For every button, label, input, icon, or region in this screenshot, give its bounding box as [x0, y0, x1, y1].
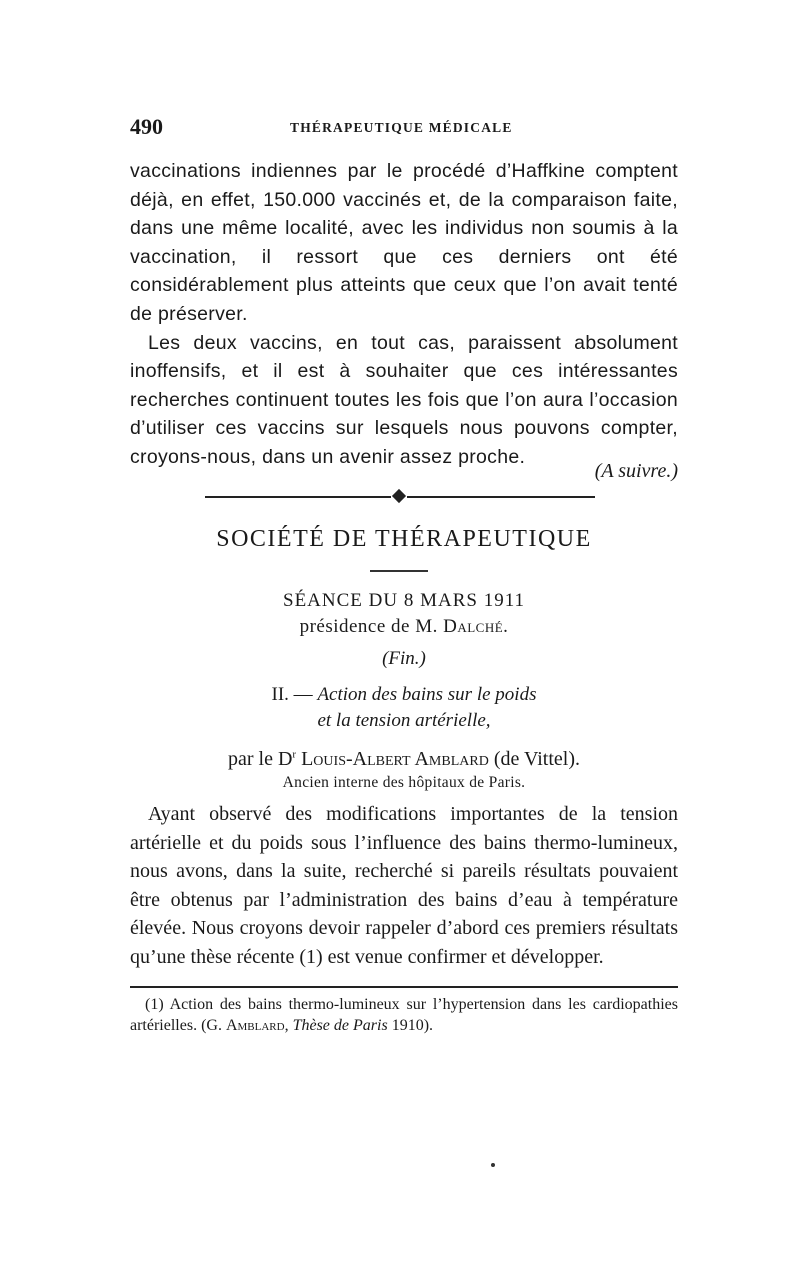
footnote-year: 1910). — [391, 1017, 434, 1034]
footnote-author: Amblard — [225, 1017, 285, 1034]
page-number: 490 — [130, 114, 163, 139]
footnote-rule — [130, 986, 678, 988]
society-title: SOCIÉTÉ DE THÉRAPEUTIQUE — [216, 526, 592, 552]
paragraph-vaccins: Les deux vaccins, en tout cas, paraissent absolument inoffensifs, et il est à souhaiter que ces intéressantes recherches continuent toutes les fois que l’on aura l’occasion d’utiliser ces vaccins sur lesquels nous pouvons compter, croyons-nous, dans un avenir assez proche. — [130, 331, 678, 468]
divider-line-right — [407, 496, 595, 498]
article-title-line-1 — [130, 684, 678, 706]
to-be-continued: (A suivre.) — [594, 460, 678, 482]
author-line — [130, 748, 678, 771]
article-paragraph: Ayant observé des modifications importantes de la tension artérielle et du poids sous l’influence des bains thermo-lumineux, nous avons, dans la suite, recherché si pareils résultats pouvaient être obtenus par l’administration des bains d’eau à température élevée. Nous croyons devoir rappeler d’abord ces premiers résultats qu’une thèse récente (1) est venue confirmer et développer. — [130, 803, 678, 968]
paragraph-vaccinations: vaccinations indiennes par le procédé d’Haffkine comptent déjà, en effet, 150.000 vaccinés et, de la comparaison faite, dans une même localité, avec les individus non soumis à la vaccination, il ressort que ces derniers ont été considérablement plus atteints que ceux que l’on avait tenté de préserver. — [130, 160, 678, 325]
continued-text — [130, 157, 678, 472]
author-prefix: par le D — [228, 748, 293, 770]
presidence-prefix: présidence de M. — [299, 616, 438, 637]
author-name: Louis-Albert Amblard — [301, 748, 489, 770]
divider-line-left — [205, 496, 391, 498]
section-divider-ornament — [205, 490, 595, 504]
footnote — [130, 994, 678, 1036]
article-title-part-1: Action des bains sur le poids — [317, 684, 537, 705]
diamond-ornament-icon — [392, 489, 406, 503]
session-date: SÉANCE DU 8 MARS 1911 — [283, 590, 525, 611]
president-name: Dalché. — [443, 616, 509, 637]
footnote-work: Thèse de Paris — [292, 1017, 388, 1034]
article-body — [130, 800, 678, 971]
presidence-line — [130, 616, 678, 638]
fin-marker: (Fin.) — [382, 648, 426, 669]
author-sup: r — [292, 748, 297, 761]
author-affiliation: Ancien interne des hôpitaux de Paris. — [282, 774, 526, 791]
author-suffix: (de Vittel). — [493, 748, 580, 770]
article-numeral: II. — — [271, 684, 313, 705]
running-head — [130, 114, 678, 142]
article-title-line-2: et la tension artérielle, — [317, 710, 491, 731]
footnote-marker: (1) — [145, 996, 164, 1013]
footnote-text-2: , — [284, 1017, 289, 1034]
short-rule — [370, 570, 428, 572]
paper-speck — [491, 1163, 495, 1167]
footnote-text-1: Action des bains thermo-lumineux sur l’hypertension dans les cardiopathies artérielles. (G. — [130, 996, 679, 1034]
running-title: THÉRAPEUTIQUE MÉDICALE — [290, 120, 513, 135]
